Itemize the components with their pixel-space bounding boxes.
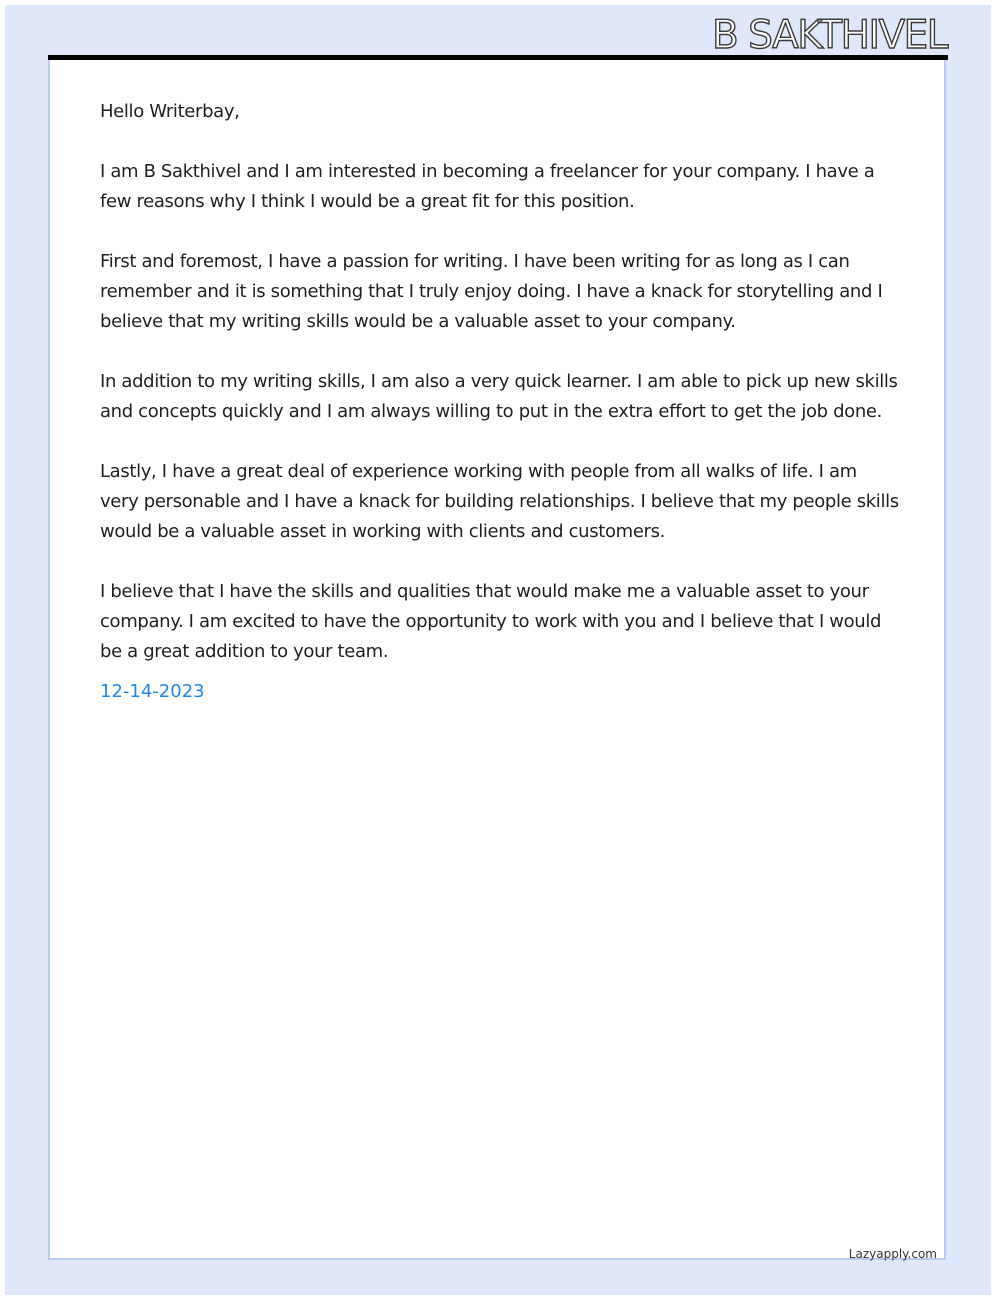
footer-credit: Lazyapply.com [848,1247,937,1261]
letter-paragraph: Lastly, I have a great deal of experience working with people from all walks of life. I am very personable and I have a knack for building relationships. I believe that my people skills would be a valuable asset in working with clients and customers. [100,461,899,542]
letter-paragraph: First and foremost, I have a passion for writing. I have been writing for as long as I can remember and it is something that I truly enjoy doing. I have a knack for storytelling and I believe that my writing skills would be a valuable asset to your company. [100,251,883,332]
letter-paragraph: In addition to my writing skills, I am also a very quick learner. I am able to pick up new skills and concepts quickly and I am always willing to put in the extra effort to get the job done. [100,371,898,422]
letter-greeting: Hello Writerbay, [100,101,240,122]
letter-date: 12-14-2023 [100,681,205,702]
cover-letter-body [100,97,900,707]
letter-paragraph: I believe that I have the skills and qualities that would make me a valuable asset to your company. I am excited to have the opportunity to work with you and I believe that I would be a great addition to your team. [100,581,882,662]
applicant-name-heading: B SAKTHIVEL [711,13,947,58]
letter-paragraph: I am B Sakthivel and I am interested in becoming a freelancer for your company. I have a few reasons why I think I would be a great fit for this position. [100,161,875,212]
